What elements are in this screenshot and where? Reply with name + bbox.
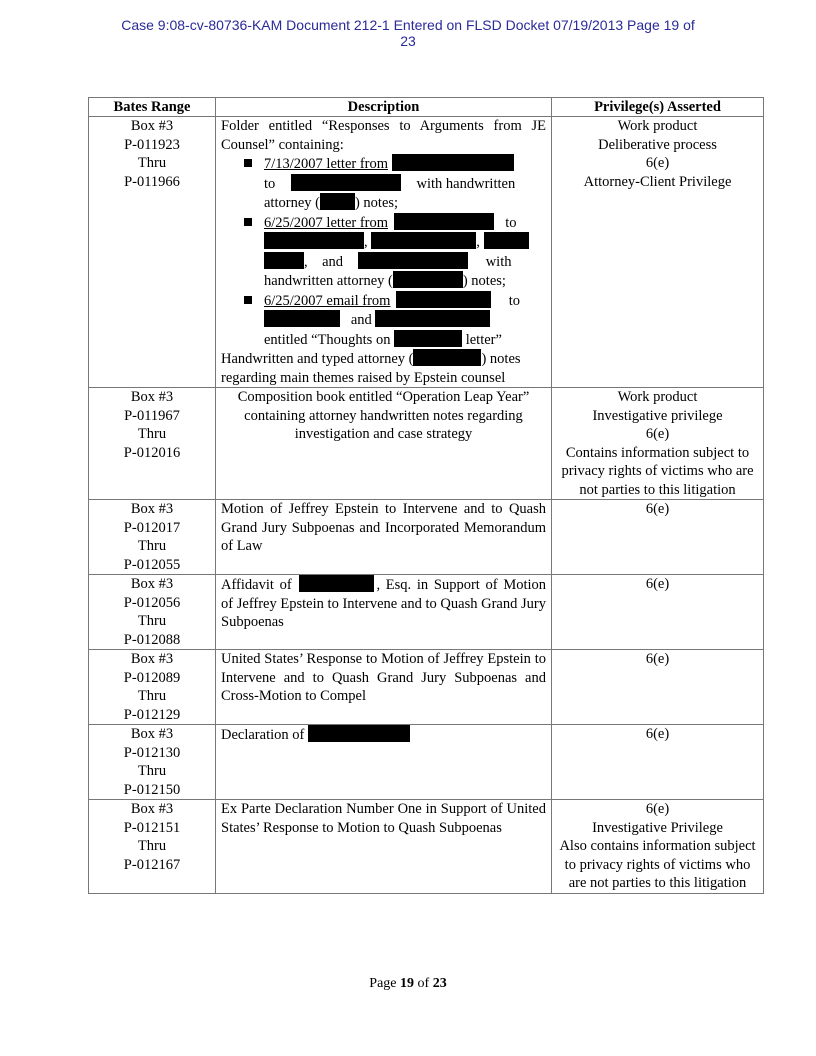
footer-page-total: 23 — [432, 976, 447, 991]
description-cell: United States’ Response to Motion of Jeffrey Epstein to Intervene and to Quash Grand Jury Subpoenas and Cross-Motion to Compel — [216, 650, 552, 725]
redaction-block — [264, 232, 364, 249]
redaction-block — [299, 575, 374, 592]
column-header-privilege: Privilege(s) Asserted — [552, 98, 764, 117]
description-cell — [216, 117, 552, 388]
description-cell: Declaration of — [216, 725, 552, 800]
redaction-block — [371, 232, 476, 249]
table-row — [89, 650, 764, 725]
redaction-block — [358, 252, 468, 269]
privilege-log-table — [88, 97, 764, 894]
bates-cell — [89, 117, 216, 388]
bates-start: P-011923 — [124, 136, 180, 153]
redaction-block — [484, 232, 529, 249]
bates-cell: Box #3 P-011967 Thru P-012016 — [89, 388, 216, 500]
footer-of-label: of — [417, 976, 430, 991]
redaction-block — [392, 154, 514, 171]
bates-cell: Box #3 P-012017 Thru P-012055 — [89, 500, 216, 575]
bates-cell: Box #3 P-012089 Thru P-012129 — [89, 650, 216, 725]
bullet-item-email: 6/25/2007 email from to and entitled “Thoughts on letter” — [221, 291, 546, 350]
footer-page-label: Page — [369, 976, 397, 991]
redaction-block — [264, 310, 340, 327]
privilege-cell: 6(e) — [552, 500, 764, 575]
table-row — [89, 388, 764, 500]
redaction-block — [375, 310, 490, 327]
description-cell: Ex Parte Declaration Number One in Support of United States’ Response to Motion to Quash Subpoenas — [216, 800, 552, 894]
column-header-bates: Bates Range — [89, 98, 216, 117]
bates-box: Box #3 — [130, 118, 174, 134]
redaction-block — [396, 291, 491, 308]
description-cell: Composition book entitled “Operation Leap Year” containing attorney handwritten notes regarding investigation and case strategy — [216, 388, 552, 500]
privilege-cell: 6(e) — [552, 575, 764, 650]
description-cell: Motion of Jeffrey Epstein to Intervene and to Quash Grand Jury Subpoenas and Incorporated Memorandum of Law — [216, 500, 552, 575]
redaction-block — [291, 174, 401, 191]
column-header-description: Description — [216, 98, 552, 117]
redaction-block — [394, 330, 462, 347]
redaction-block — [393, 271, 463, 288]
privilege-cell: 6(e) — [552, 650, 764, 725]
case-header-line-1: Case 9:08-cv-80736-KAM Document 212-1 Entered on FLSD Docket 07/19/2013 Page 19 of — [121, 17, 695, 33]
table-row — [89, 725, 764, 800]
bates-cell: Box #3 P-012056 Thru P-012088 — [89, 575, 216, 650]
table-row — [89, 800, 764, 894]
case-header-line-2: 23 — [400, 33, 416, 49]
footer-page-number: 19 — [400, 976, 415, 991]
table-row — [89, 117, 764, 388]
table-row — [89, 575, 764, 650]
table-header-row — [89, 98, 764, 117]
redaction-block — [320, 193, 355, 210]
page-footer — [0, 976, 816, 992]
case-header — [60, 17, 756, 49]
redaction-block — [394, 213, 494, 230]
notes-description-cont: regarding main themes raised by Epstein counsel — [221, 369, 506, 386]
notes-description: Handwritten and typed attorney ( ) notes — [221, 351, 521, 367]
privilege-cell: Work product Deliberative process 6(e) Attorney-Client Privilege — [552, 117, 764, 388]
bullet-item-letter-1: 7/13/2007 letter from to with handwritten attorney ( ) notes; — [221, 154, 546, 213]
table-row — [89, 500, 764, 575]
redaction-block — [264, 252, 304, 269]
bates-cell: Box #3 P-012151 Thru P-012167 — [89, 800, 216, 894]
folder-intro: Folder entitled “Responses to Arguments from JE Counsel” containing: — [221, 118, 546, 153]
redaction-block — [308, 725, 410, 742]
privilege-cell: 6(e) Investigative Privilege Also contains information subject to privacy rights of victims who are not parties to this litigation — [552, 800, 764, 894]
bullet-item-letter-2: 6/25/2007 letter from to , , , and with handwritten attorney ( ) notes; — [221, 213, 546, 291]
bates-end: P-011966 — [124, 173, 180, 190]
privilege-cell: Work product Investigative privilege 6(e) Contains information subject to privacy rights of victims who are not parties to this litigation — [552, 388, 764, 500]
redaction-block — [413, 349, 481, 366]
bates-thru: Thru — [137, 155, 167, 171]
description-cell: Affidavit of , Esq. in Support of Motion of Jeffrey Epstein to Intervene and to Quash Grand Jury Subpoenas — [216, 575, 552, 650]
bates-cell: Box #3 P-012130 Thru P-012150 — [89, 725, 216, 800]
privilege-cell: 6(e) — [552, 725, 764, 800]
